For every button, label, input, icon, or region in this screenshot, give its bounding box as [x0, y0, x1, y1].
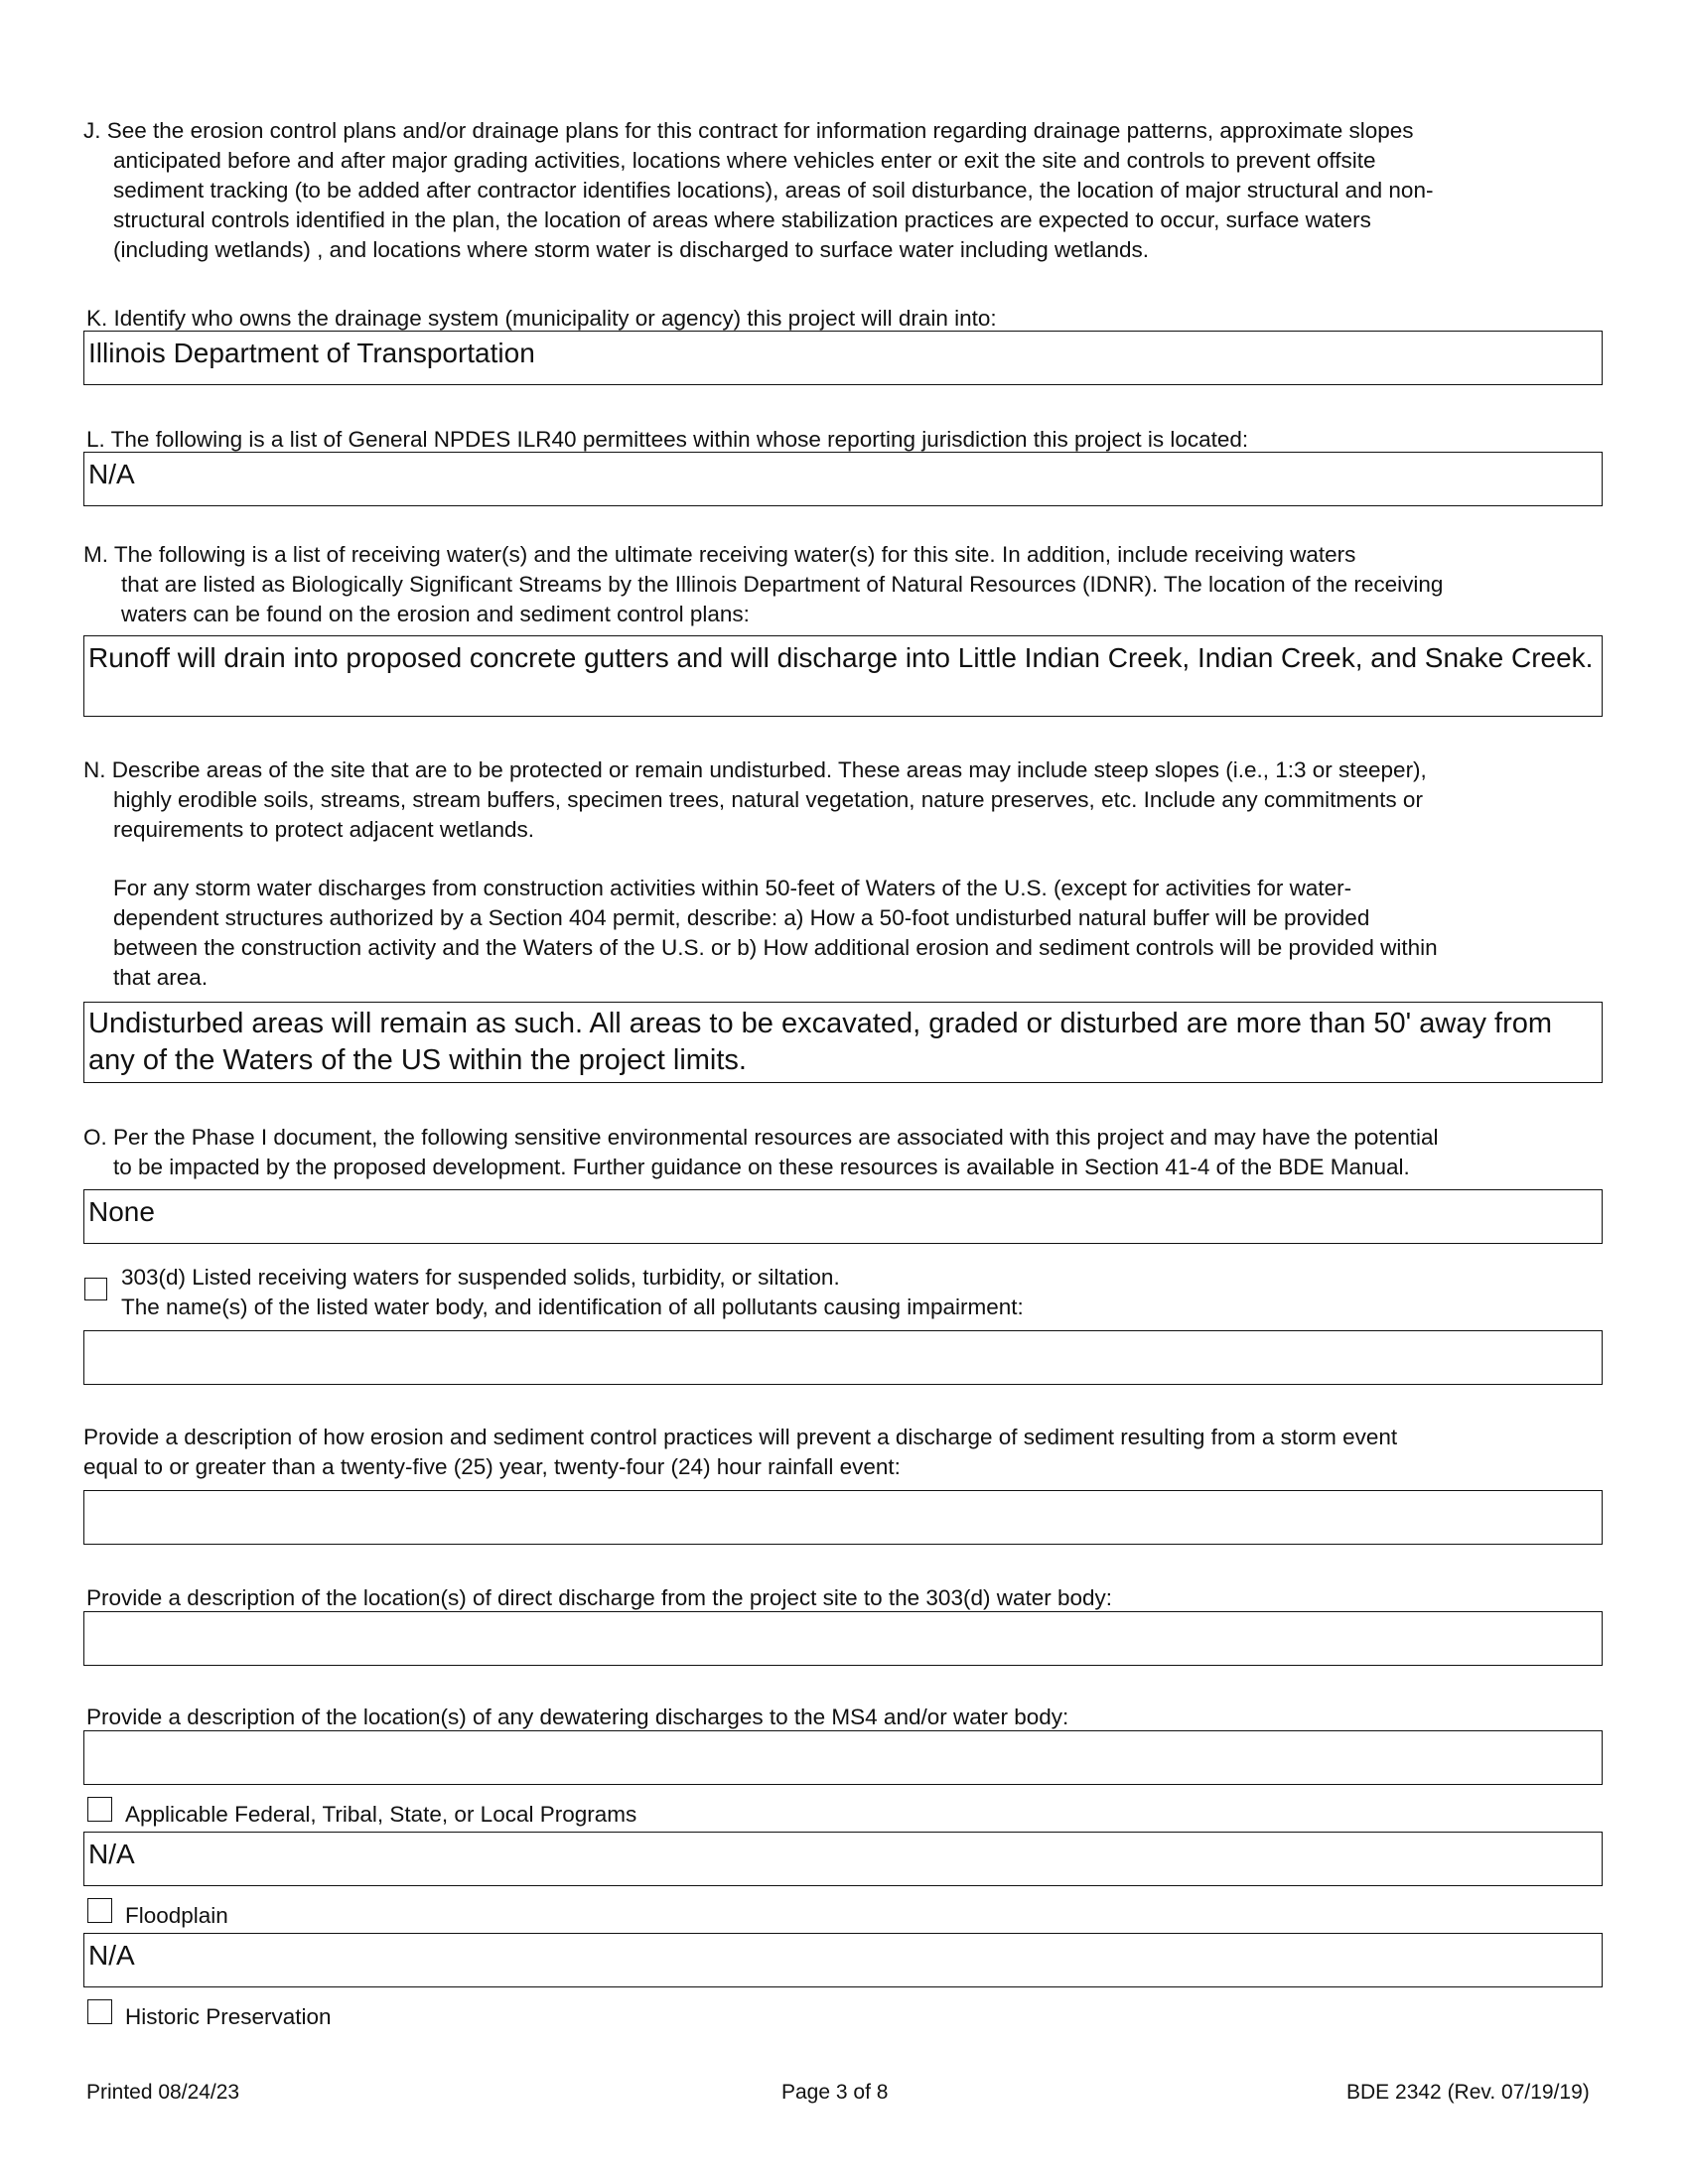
programs-field[interactable]	[83, 1832, 1603, 1886]
direct-discharge-value	[84, 1612, 1602, 1615]
historic-label: Historic Preservation	[125, 2004, 332, 2029]
section-m-line: M. The following is a list of receiving water(s) and the ultimate receiving water(s) for this site. In addition, include receiving waters	[83, 542, 1356, 567]
listed-303d-checkbox[interactable]	[84, 1278, 107, 1300]
section-m-line: that are listed as Biologically Significant Streams by the Illinois Department of Natural Resources (IDNR). The location of the receiving	[121, 572, 1444, 597]
undisturbed-areas-field[interactable]	[83, 1002, 1603, 1083]
dewatering-field[interactable]	[83, 1730, 1603, 1785]
section-n-para2-line: dependent structures authorized by a Section 404 permit, describe: a) How a 50-foot undisturbed natural buffer will be provided	[113, 905, 1370, 930]
drainage-owner-field[interactable]	[83, 331, 1603, 385]
sensitive-resources-value: None	[88, 1196, 155, 1227]
section-o-line: to be impacted by the proposed development. Further guidance on these resources is available in Section 41-4 of the BDE Manual.	[113, 1155, 1410, 1179]
section-j-line: sediment tracking (to be added after contractor identifies locations), areas of soil disturbance, the location of major structural and non-	[113, 178, 1434, 203]
sensitive-resources-field[interactable]	[83, 1189, 1603, 1244]
section-o-line: O. Per the Phase I document, the following sensitive environmental resources are associated with this project and may have the potential	[83, 1125, 1439, 1150]
section-m-line: waters can be found on the erosion and sediment control plans:	[121, 602, 750, 626]
section-j-line: anticipated before and after major grading activities, locations where vehicles enter or exit the site and controls to prevent offsite	[113, 148, 1376, 173]
dewatering-value	[84, 1731, 1602, 1734]
section-n-line: N. Describe areas of the site that are to be protected or remain undisturbed. These areas may include steep slopes (i.e., 1:3 or steeper),	[83, 757, 1427, 782]
direct-discharge-field[interactable]	[83, 1611, 1603, 1666]
receiving-waters-value: Runoff will drain into proposed concrete gutters and will discharge into Little Indian Creek, Indian Creek, and Snake Creek.	[88, 642, 1594, 673]
section-n-para2-line: For any storm water discharges from construction activities within 50-feet of Waters of the U.S. (except for activities for water-	[113, 876, 1352, 900]
section-k-label: K. Identify who owns the drainage system (municipality or agency) this project will drain into:	[86, 306, 997, 331]
undisturbed-areas-value: Undisturbed areas will remain as such. All areas to be excavated, graded or disturbed are more than 50' away from any of the Waters of the US within the project limits.	[88, 1008, 1553, 1076]
storm-event-line: Provide a description of how erosion and sediment control practices will prevent a discharge of sediment resulting from a storm event	[83, 1425, 1398, 1449]
floodplain-checkbox[interactable]	[87, 1898, 112, 1923]
section-j-line: structural controls identified in the plan, the location of areas where stabilization practices are expected to occur, surface waters	[113, 207, 1371, 232]
receiving-waters-field[interactable]	[83, 635, 1603, 717]
listed-303d-value	[84, 1331, 1602, 1334]
section-j-line: (including wetlands) , and locations where storm water is discharged to surface water including wetlands.	[113, 237, 1150, 262]
section-n-line: highly erodible soils, streams, stream buffers, specimen trees, natural vegetation, nature preserves, etc. Include any commitments or	[113, 787, 1423, 812]
listed-303d-sublabel: The name(s) of the listed water body, and identification of all pollutants causing impairment:	[121, 1295, 1024, 1319]
programs-value: N/A	[88, 1839, 135, 1869]
floodplain-label: Floodplain	[125, 1903, 228, 1928]
direct-discharge-label: Provide a description of the location(s) of direct discharge from the project site to the 303(d) water body:	[86, 1585, 1113, 1610]
programs-label: Applicable Federal, Tribal, State, or Local Programs	[125, 1802, 637, 1827]
floodplain-field[interactable]	[83, 1933, 1603, 1987]
section-n-line: requirements to protect adjacent wetlands.	[113, 817, 534, 842]
permittees-value: N/A	[88, 459, 135, 489]
section-n-para2-line: between the construction activity and the Waters of the U.S. or b) How additional erosion and sediment controls will be provided within	[113, 935, 1438, 960]
historic-checkbox[interactable]	[87, 1999, 112, 2024]
section-j-line: J. See the erosion control plans and/or drainage plans for this contract for information regarding drainage patterns, approximate slopes	[83, 118, 1414, 143]
section-n-para2-line: that area.	[113, 965, 209, 990]
listed-303d-field[interactable]	[83, 1330, 1603, 1385]
page-number: Page 3 of 8	[781, 2081, 889, 2104]
listed-303d-label: 303(d) Listed receiving waters for suspended solids, turbidity, or siltation.	[121, 1265, 840, 1290]
drainage-owner-value: Illinois Department of Transportation	[88, 338, 535, 368]
storm-event-value	[84, 1491, 1602, 1494]
printed-date: Printed 08/24/23	[86, 2081, 240, 2104]
floodplain-value: N/A	[88, 1940, 135, 1971]
storm-event-field[interactable]	[83, 1490, 1603, 1545]
programs-checkbox[interactable]	[87, 1797, 112, 1822]
storm-event-line: equal to or greater than a twenty-five (25) year, twenty-four (24) hour rainfall event:	[83, 1454, 901, 1479]
section-l-label: L. The following is a list of General NPDES ILR40 permittees within whose reporting jurisdiction this project is located:	[86, 427, 1249, 452]
dewatering-label: Provide a description of the location(s) of any dewatering discharges to the MS4 and/or water body:	[86, 1705, 1069, 1729]
form-number: BDE 2342 (Rev. 07/19/19)	[1346, 2081, 1590, 2104]
permittees-field[interactable]	[83, 452, 1603, 506]
